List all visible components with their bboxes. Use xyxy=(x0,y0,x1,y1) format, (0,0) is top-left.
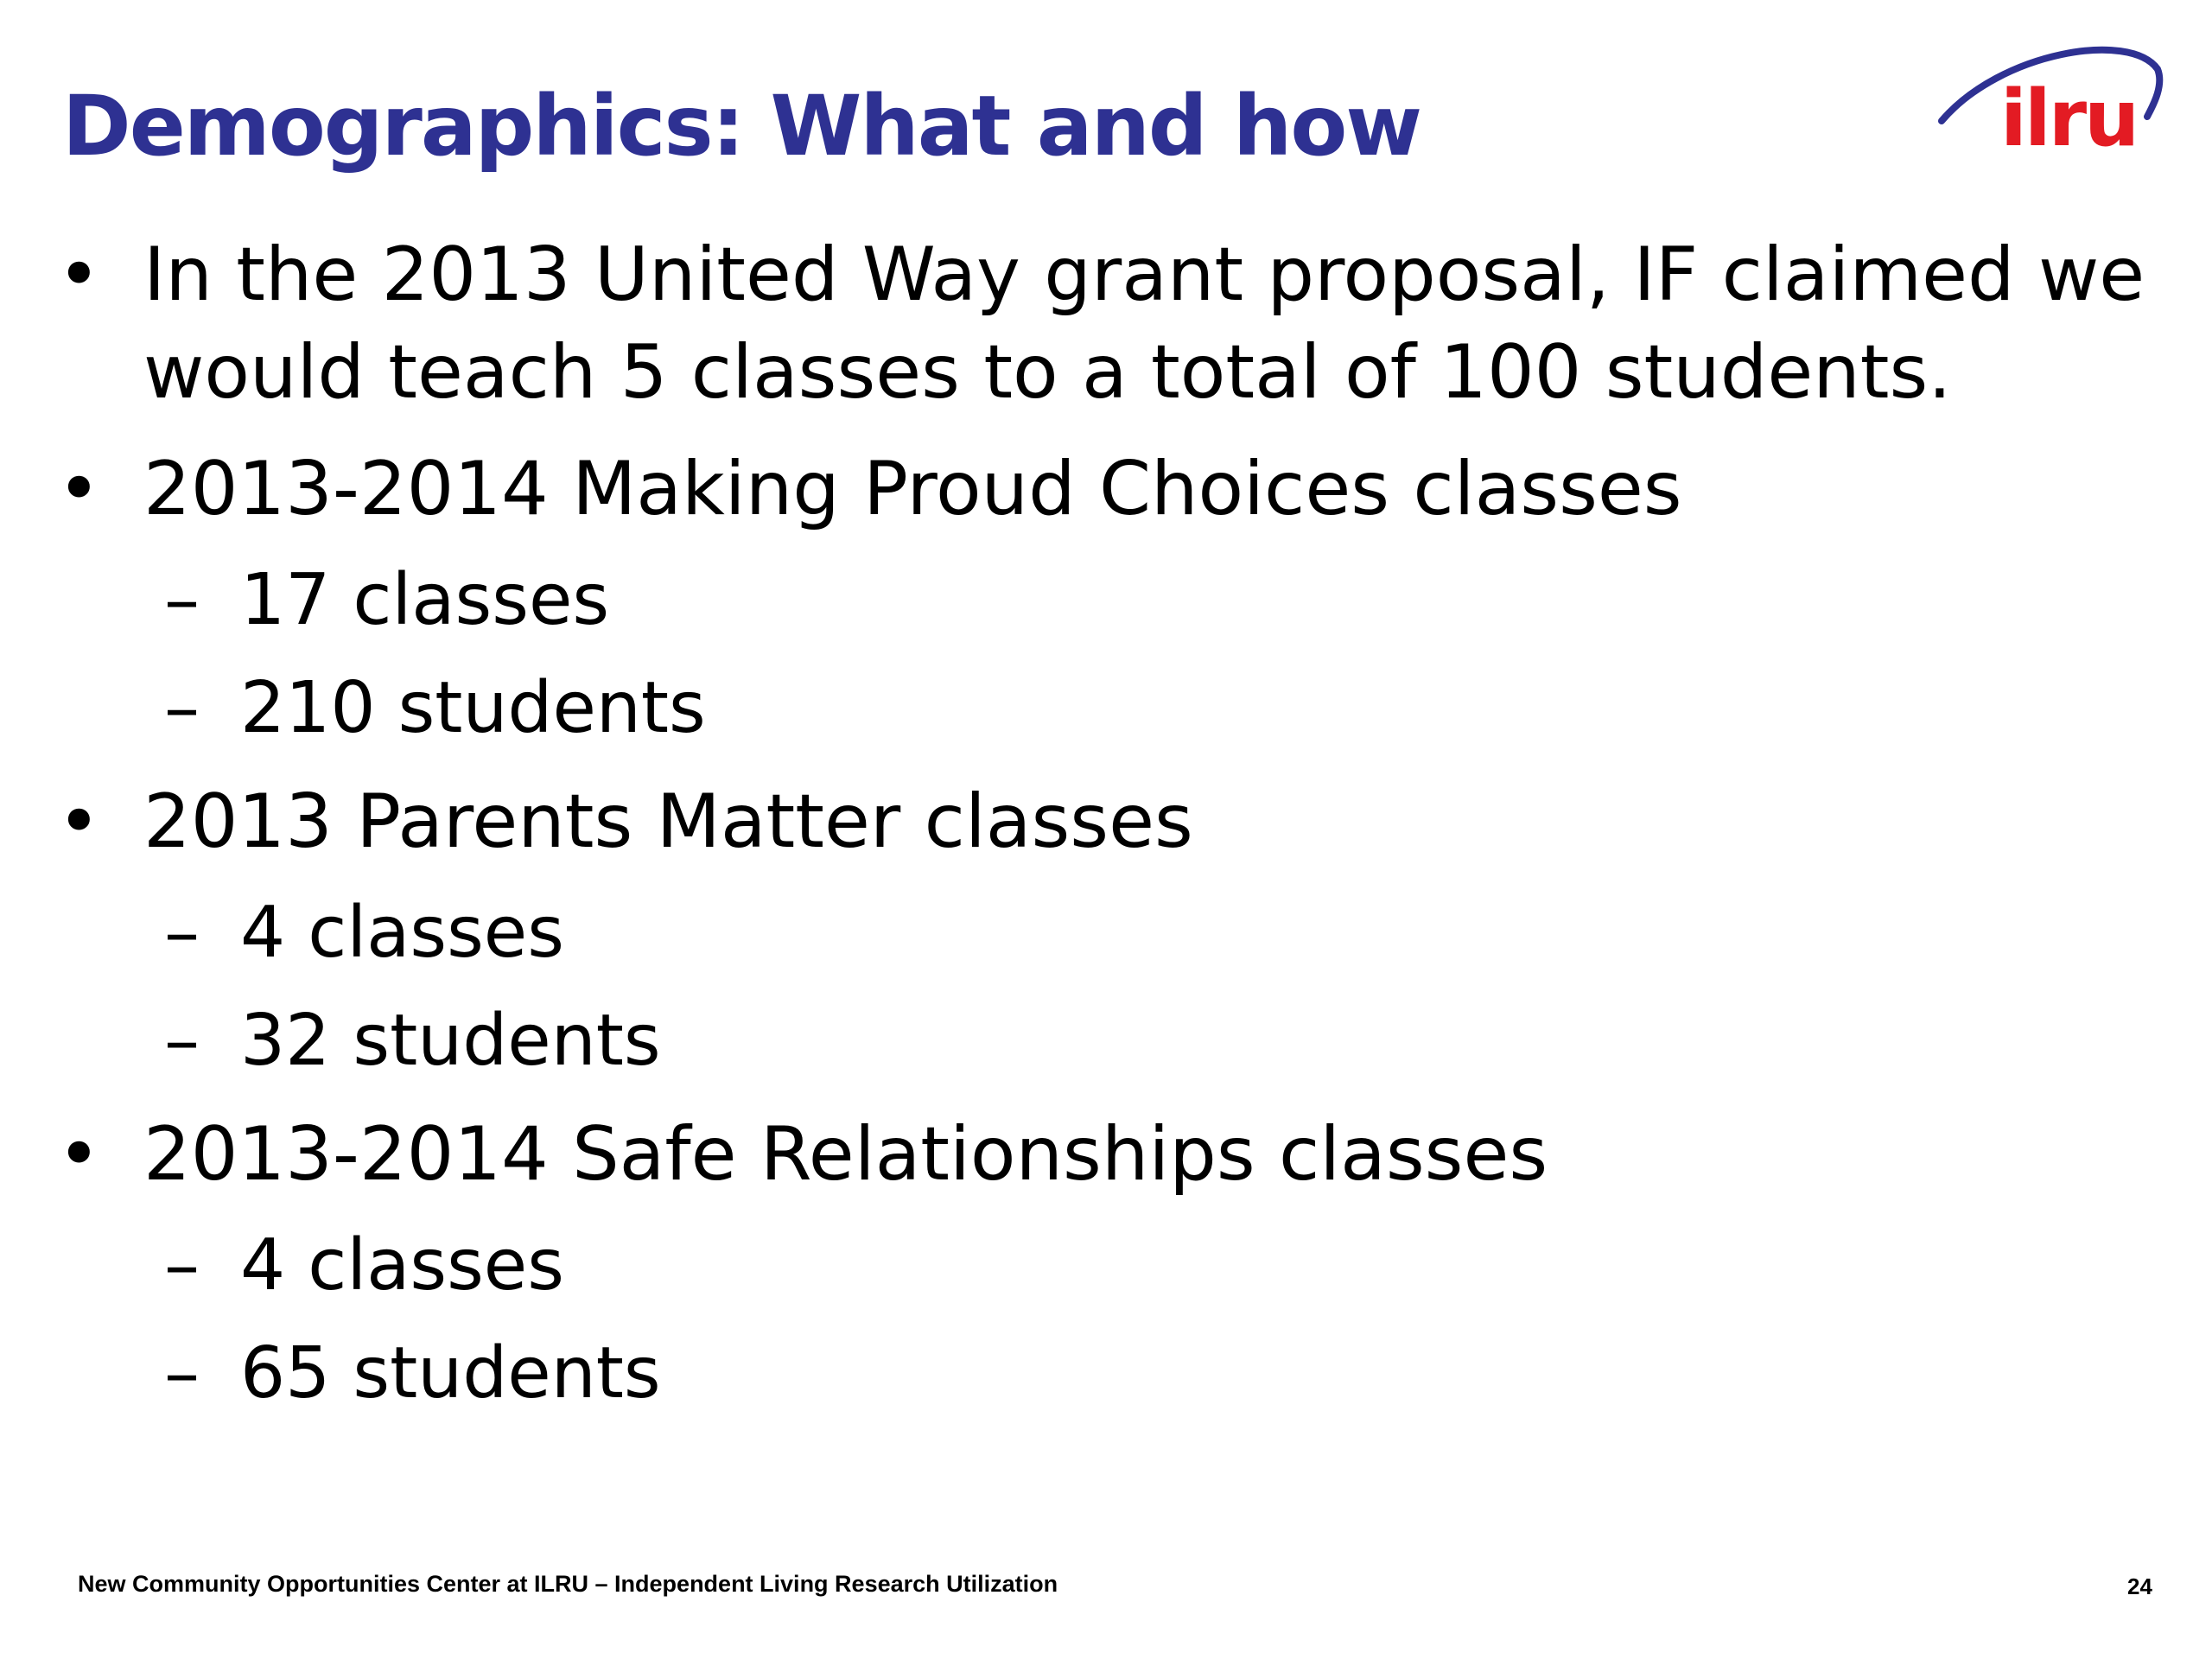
bullet-text-line: In the 2013 United Way grant proposal, IF claimed we xyxy=(143,232,2145,318)
bullet-text-line: would teach 5 classes to a total of 100 students. xyxy=(143,329,1952,416)
sub-bullet-text: 32 students xyxy=(240,1000,661,1082)
sub-bullet-text: 210 students xyxy=(240,667,706,749)
ilru-logo xyxy=(1931,35,2169,164)
sub-bullet-marker: – xyxy=(164,1000,200,1082)
bullet-marker: • xyxy=(57,446,101,532)
page-number: 24 xyxy=(2127,1573,2152,1599)
bullet-marker: • xyxy=(57,779,101,865)
sub-bullet-text: 4 classes xyxy=(240,892,564,974)
bullet-marker: • xyxy=(57,1111,101,1198)
bullet-marker: • xyxy=(57,232,101,318)
sub-bullet-text: 65 students xyxy=(240,1332,661,1414)
ilru-logo-graphic xyxy=(1931,35,2169,164)
sub-bullet-marker: – xyxy=(164,1224,200,1306)
sub-bullet-marker: – xyxy=(164,892,200,974)
bullet-text-line: 2013-2014 Safe Relationships classes xyxy=(143,1111,1548,1198)
sub-bullet-text: 17 classes xyxy=(240,559,610,641)
sub-bullet-marker: – xyxy=(164,559,200,641)
logo-text: ilru xyxy=(2000,73,2138,164)
footer-organization: New Community Opportunities Center at ILRU – Independent Living Research Utilization xyxy=(78,1571,1058,1597)
bullet-text-line: 2013-2014 Making Proud Choices classes xyxy=(143,446,1682,532)
sub-bullet-text: 4 classes xyxy=(240,1224,564,1306)
bullet-text-line: 2013 Parents Matter classes xyxy=(143,779,1193,865)
sub-bullet-marker: – xyxy=(164,1332,200,1414)
sub-bullet-marker: – xyxy=(164,667,200,749)
slide-title: Demographics: What and how xyxy=(62,78,1421,175)
